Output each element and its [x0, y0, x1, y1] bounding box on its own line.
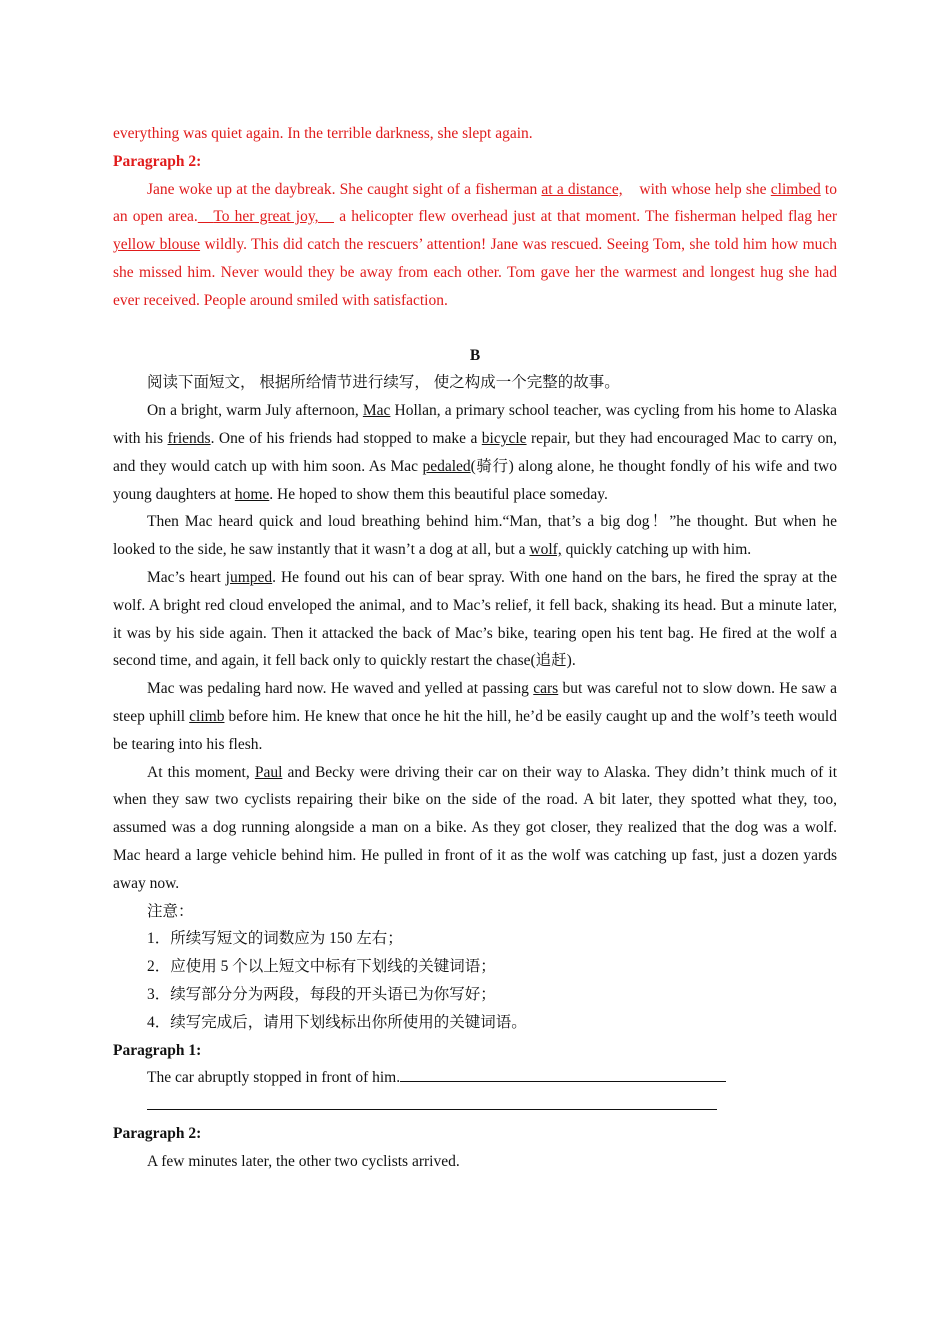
answer-paragraph-2-heading: Paragraph 2:: [113, 152, 202, 170]
writing-line[interactable]: [400, 1065, 726, 1082]
section-label: B: [469, 346, 481, 364]
keyword: Paul: [254, 763, 283, 781]
note-item: 1．所续写短文的词数应为 150 左右；: [147, 930, 403, 948]
story-paragraph-1: On a bright, warm July afternoon, Mac Hollan, a primary school teacher, was cycling from his home to Alaska with his friends. One of his friends had stopped to make a bicycle repair, but they had encouraged Mac to carry on, and they would catch up with him soon. As Mac pedaled(骑行) along alone, he thought fondly of his wife and two young daughters at home. He hoped to show them this beautiful place someday.: [113, 402, 838, 503]
continuation-paragraph-1: The car abruptly stopped in front of him.: [113, 1064, 837, 1092]
keyword: To her great joy,: [213, 208, 319, 226]
keyword: yellow blouse: [113, 236, 201, 254]
continuation-blank-line: [113, 1092, 837, 1120]
keyword: climbed: [770, 180, 821, 198]
keyword: bicycle: [481, 429, 527, 447]
note-item: 3．续写部分分为两段，每段的开头语已为你写好；: [147, 985, 496, 1003]
story-paragraph-5: At this moment, Paul and Becky were driving their car on their way to Alaska. They didn’t think much of it when they saw two cyclists repairing their bike on the side of the road. A bit later, they spotted what they, too, assumed was a dog running alongside a man on a bike. As they got closer, they realized that the dog was a wolf. Mac heard a large vehicle behind him. He pulled in front of it as the wolf was catching up fast, just a dozen yards away now.: [113, 763, 837, 892]
notes-title: 注意：: [147, 902, 194, 920]
keyword: jumped: [225, 568, 273, 586]
keyword: home: [234, 485, 270, 503]
story-paragraph-3: Mac’s heart jumped. He found out his can of bear spray. With one hand on the bars, he fired the spray at the wolf. A bright red cloud enveloped the animal, and to Mac’s relief, it fell back, shaking its head. But a minute later, it was by his side again. Then it attacked the back of Mac’s bike, tearing open his tent bag. He fired at the wolf a second time, and again, it fell back only to quickly restart the chase(追赶).: [113, 568, 838, 670]
keyword: friends: [167, 429, 211, 447]
story-paragraph-4: Mac was pedaling hard now. He waved and yelled at passing cars but was careful not to slow down. He saw a steep uphill climb before him. He knew that once he hit the hill, he’d be easily caught up and the wolf’s teeth would be tearing into his flesh.: [113, 680, 838, 753]
keyword: at a distance,: [541, 180, 623, 198]
continuation-paragraph-1-heading: Paragraph 1:: [113, 1041, 202, 1059]
answer-tail: everything was quiet again. In the terrible darkness, she slept again.: [113, 125, 533, 142]
note-item: 4．续写完成后，请用下划线标出你所使用的关键词语。: [147, 1013, 527, 1031]
document-page: [113, 120, 837, 1175]
keyword: cars: [533, 680, 559, 698]
keyword: wolf,: [529, 541, 562, 559]
keyword: Mac: [362, 402, 391, 420]
instruction: 阅读下面短文， 根据所给情节进行续写， 使之构成一个完整的故事。: [147, 374, 620, 392]
note-item: 2．应使用 5 个以上短文中标有下划线的关键词语；: [147, 958, 496, 976]
continuation-paragraph-2-heading: Paragraph 2:: [113, 1124, 202, 1142]
answer-paragraph-2: Jane woke up at the daybreak. She caught sight of a fisherman at a distance, with whose help she climbed to an open area. To her great joy, a helicopter flew overhead just at that moment. The fisherman helped flag her yellow blouse wildly. This did catch the rescuers’ attention! Jane was rescued. Seeing Tom, she told him how much she missed him. Never would they be away from each other. Tom gave her the warmest and longest hug she had ever received. People around smiled with satisfaction.: [113, 180, 838, 309]
writing-line[interactable]: [147, 1093, 717, 1110]
story-paragraph-2: Then Mac heard quick and loud breathing behind him.“Man, that’s a big dog！”he thought. But when he looked to the side, he saw instantly that it wasn’t a dog at all, but a wolf, quickly catching up with him.: [113, 513, 837, 559]
continuation-paragraph-2: A few minutes later, the other two cyclists arrived.: [147, 1152, 460, 1170]
keyword: climb: [189, 707, 225, 725]
keyword: pedaled: [422, 457, 471, 475]
